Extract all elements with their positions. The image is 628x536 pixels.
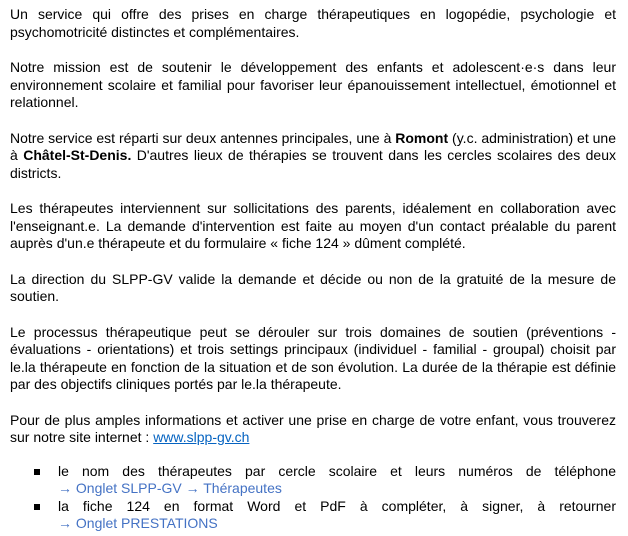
locations-text-b: (y.c. administration) et une à [10,129,616,163]
intervention-paragraph: Les thérapeutes interviennent sur sollicitations des parents, idéalement en collaboration avec l'enseignant.e. La demande d'intervention est faite au moyen d'un contact préalable du parent auprès d'un.e thérapeute et du formulaire « fiche 124 » dûment complété. [10,200,616,251]
locations-paragraph [10,130,616,183]
intro-paragraph: Un service qui offre des prises en charge thérapeutiques en logopédie, psychologie et psychomotricité distinctes et complémentaires. [10,6,616,40]
locations-text-c: D'autres lieux de thérapies se trouvent dans les cercles scolaires des deux districts. [10,147,616,181]
more-info-text: Pour de plus amples informations et activer une prise en charge de votre enfant, vous trouverez sur notre site internet : [10,411,616,445]
list-item [10,463,616,498]
bullet-square-icon [34,469,40,475]
document-body [10,6,616,533]
more-info-paragraph [10,412,616,447]
bullet-text: la fiche 124 en format Word et PdF à compléter, à signer, à retourner [58,497,616,514]
bullet-text: le nom des thérapeutes par cercle scolaire et leurs numéros de téléphone [58,462,616,479]
bullet-square-icon [34,504,40,510]
resources-list [10,463,616,533]
bullet-navigation-hint: → Onglet PRESTATIONS [58,515,218,531]
process-paragraph: Le processus thérapeutique peut se dérouler sur trois domaines de soutien (préventions - évaluations - orientations) et trois settings principaux (individuel - familial - groupal) choisit par le.la thérapeute en fonction de la situation et de son évolution. La durée de la thérapie est définie par des objectifs cliniques portés par le.la thérapeute. [10,323,616,392]
location-romont: Romont [395,129,449,146]
locations-text-a: Notre service est réparti sur deux antennes principales, une à [10,129,396,146]
list-item [10,498,616,533]
location-chatel: Châtel-St-Denis. [23,147,132,163]
bullet-navigation-hint: → Onglet SLPP-GV → Thérapeutes [58,480,282,496]
mission-paragraph: Notre mission est de soutenir le développement des enfants et adolescent·e·s dans leur environnement scolaire et familial pour favoriser leur épanouissement intellectuel, émotionnel et relationnel. [10,59,616,110]
direction-paragraph: La direction du SLPP-GV valide la demande et décide ou non de la gratuité de la mesure de soutien. [10,270,616,304]
website-link[interactable]: www.slpp-gv.ch [153,429,250,445]
